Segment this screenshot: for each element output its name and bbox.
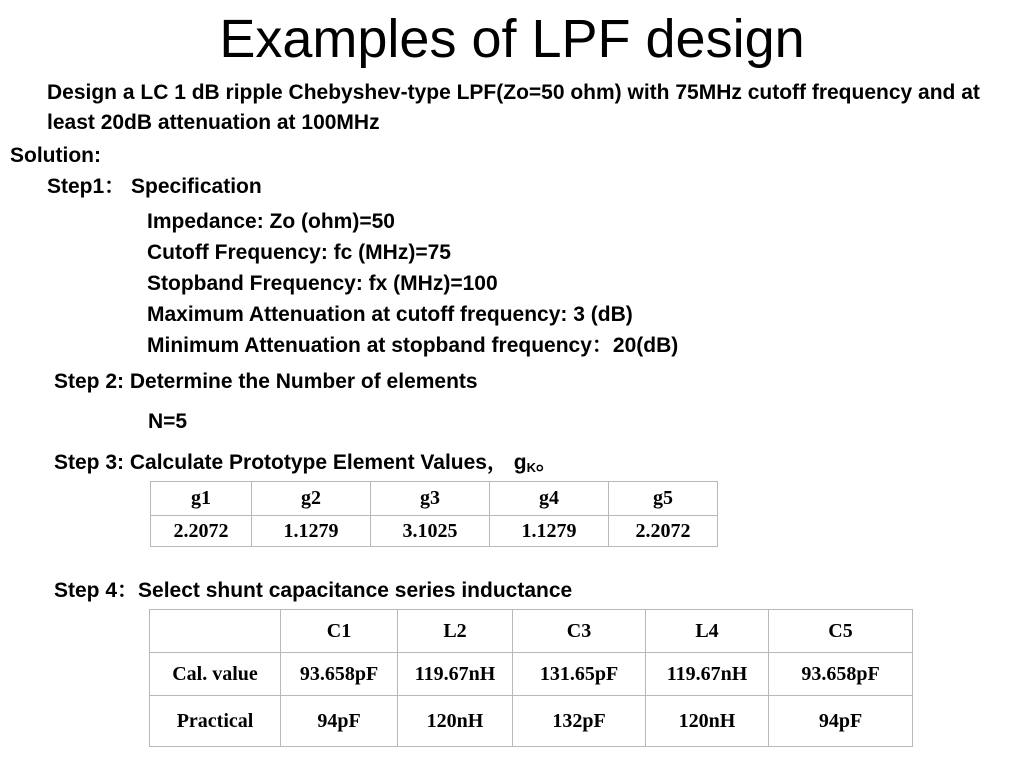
- table-cell: 94pF: [281, 696, 398, 747]
- slide-title: Examples of LPF design: [219, 9, 805, 69]
- spec-impedance: Impedance: Zo (ohm)=50: [147, 210, 395, 233]
- table-cell: 132pF: [513, 696, 646, 747]
- table-header-row: [150, 610, 913, 653]
- table-cell: 119.67nH: [646, 653, 769, 696]
- step3-tail: 。: [536, 451, 558, 474]
- step3-label: Step 3: Calculate Prototype Element Values， g: [54, 451, 527, 474]
- problem-statement: Design a LC 1 dB ripple Chebyshev-type LPF(Zo=50 ohm) with 75MHz cutoff frequency and at least 20dB attenuation at 100MHz: [47, 81, 980, 134]
- spec-min-attenuation: Minimum Attenuation at stopband frequency：20(dB): [147, 334, 679, 357]
- table-row: [150, 696, 913, 747]
- table-cell: 120nH: [398, 696, 513, 747]
- spec-stopband-frequency: Stopband Frequency: fx (MHz)=100: [147, 272, 498, 295]
- spec-list: [147, 206, 678, 361]
- table-header-cell: L4: [646, 610, 769, 653]
- table-header-cell: L2: [398, 610, 513, 653]
- table-cell: 93.658pF: [281, 653, 398, 696]
- table-cell: 1.1279: [252, 516, 371, 547]
- table-cell: 94pF: [769, 696, 913, 747]
- table-cell: 3.1025: [371, 516, 490, 547]
- row-label-cell: Practical: [150, 696, 281, 747]
- table-header-cell: g1: [151, 482, 252, 516]
- table-row: [150, 653, 913, 696]
- table-header-cell: C1: [281, 610, 398, 653]
- prototype-values-table: [150, 481, 718, 547]
- step1-heading: Step1： Specification: [47, 175, 262, 198]
- solution-label: Solution:: [10, 144, 101, 167]
- table-header-cell: [150, 610, 281, 653]
- component-values-table: [149, 609, 913, 747]
- spec-cutoff-frequency: Cutoff Frequency: fc (MHz)=75: [147, 241, 451, 264]
- table-header-cell: g4: [490, 482, 609, 516]
- table-cell: 2.2072: [151, 516, 252, 547]
- step3-heading: [54, 449, 557, 482]
- table-cell: 119.67nH: [398, 653, 513, 696]
- table-header-cell: g5: [609, 482, 718, 516]
- table-header-cell: C3: [513, 610, 646, 653]
- table-header-cell: g3: [371, 482, 490, 516]
- table-cell: 93.658pF: [769, 653, 913, 696]
- table-cell: 2.2072: [609, 516, 718, 547]
- table-header-cell: C5: [769, 610, 913, 653]
- step3-subscript: K: [526, 460, 537, 475]
- table-cell: 131.65pF: [513, 653, 646, 696]
- table-cell: 1.1279: [490, 516, 609, 547]
- spec-max-attenuation: Maximum Attenuation at cutoff frequency: 3 (dB): [147, 303, 633, 326]
- table-cell: 120nH: [646, 696, 769, 747]
- table-header-cell: g2: [252, 482, 371, 516]
- step4-heading: Step 4：Select shunt capacitance series inductance: [54, 579, 573, 602]
- row-label-cell: Cal. value: [150, 653, 281, 696]
- element-count: N=5: [148, 410, 188, 433]
- step2-heading: Step 2: Determine the Number of elements: [54, 370, 478, 393]
- table-row: [151, 516, 718, 547]
- table-header-row: [151, 482, 718, 516]
